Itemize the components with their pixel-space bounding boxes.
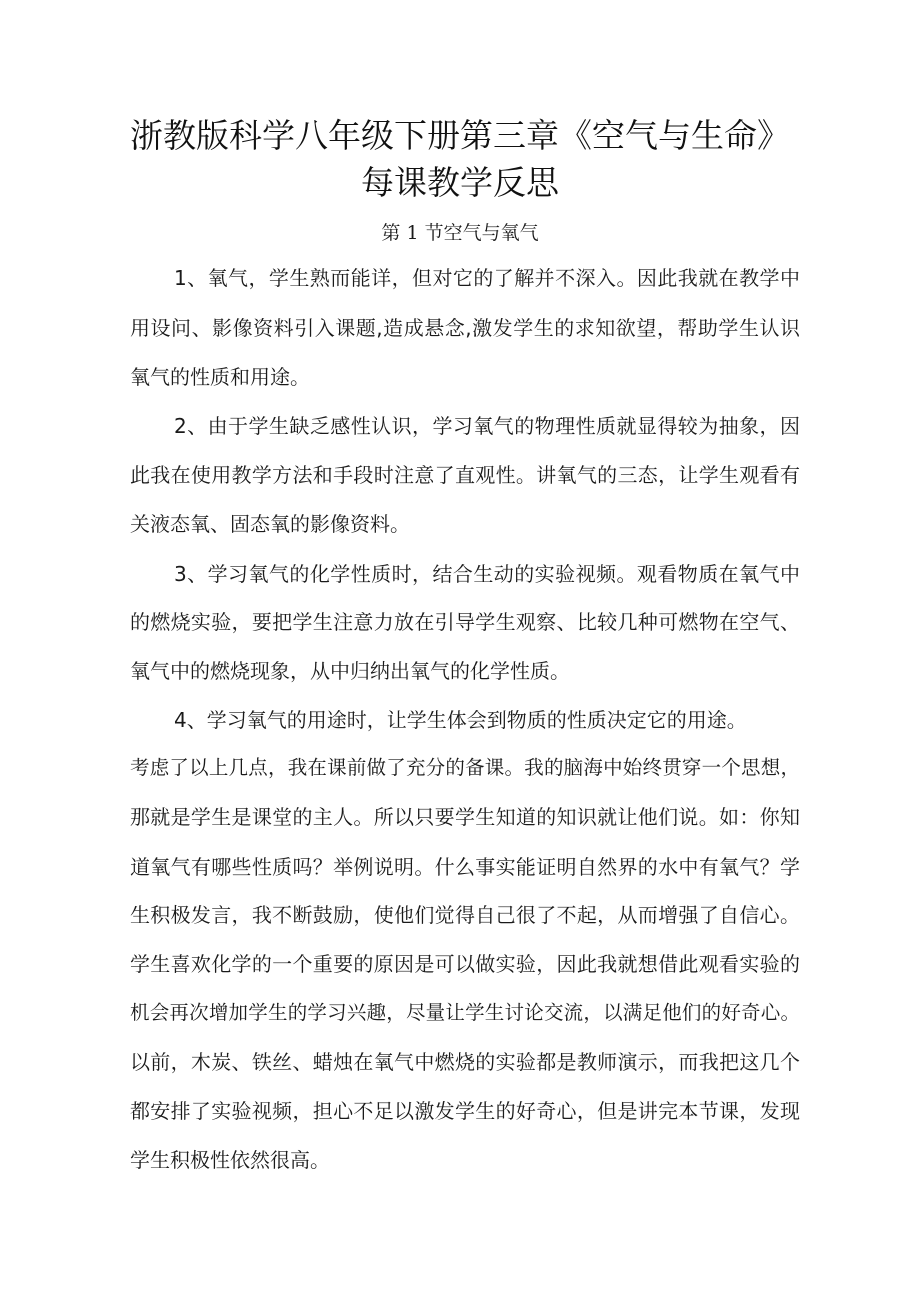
document-title-line-1: 浙教版科学八年级下册第三章《空气与生命》 xyxy=(130,116,790,155)
paragraph-line: 机会再次增加学生的学习兴趣，尽量让学生讨论交流，以满足他们的好奇心。 xyxy=(130,1001,800,1024)
section-title: 第 1 节空气与氧气 xyxy=(381,222,539,244)
paragraph-line: 4、学习氧气的用途时，让学生体会到物质的性质决定它的用途。 xyxy=(174,708,747,732)
paragraph-line: 关液态氧、固态氧的影像资料。 xyxy=(130,512,410,536)
paragraph-line: 学生喜欢化学的一个重要的原因是可以做实验，因此我就想借此观看实验的 xyxy=(130,952,800,976)
paragraph-line: 氧气中的燃烧现象，从中归纳出氧气的化学性质。 xyxy=(130,659,570,683)
paragraph-line: 1、氧气，学生熟而能详，但对它的了解并不深入。因此我就在教学中 xyxy=(174,266,800,290)
paragraph-line: 学生积极性依然很高。 xyxy=(130,1148,330,1172)
paragraph-line: 用设问、影像资料引入课题,造成悬念,激发学生的求知欲望，帮助学生认识 xyxy=(130,316,800,340)
paragraph-line: 考虑了以上几点，我在课前做了充分的备课。我的脑海中始终贯穿一个思想， xyxy=(130,756,800,779)
paragraph-line: 氧气的性质和用途。 xyxy=(130,365,310,389)
paragraph-line: 以前，木炭、铁丝、蜡烛在氧气中燃烧的实验都是教师演示，而我把这几个 xyxy=(130,1050,800,1074)
paragraph-line: 的燃烧实验，要把学生注意力放在引导学生观察、比较几种可燃物在空气、 xyxy=(130,610,800,634)
paragraph-line: 那就是学生是课堂的主人。所以只要学生知道的知识就让他们说。如：你知 xyxy=(130,805,800,829)
paragraph-line: 此我在使用教学方法和手段时注意了直观性。讲氧气的三态，让学生观看有 xyxy=(130,463,800,487)
document-title-line-2: 每课教学反思 xyxy=(361,163,559,202)
paragraph-line: 2、由于学生缺乏感性认识，学习氧气的物理性质就显得较为抽象，因 xyxy=(174,414,800,438)
paragraph-line: 3、学习氧气的化学性质时，结合生动的实验视频。观看物质在氧气中 xyxy=(174,562,800,586)
paragraph-line: 道氧气有哪些性质吗？举例说明。什么事实能证明自然界的水中有氧气？学 xyxy=(130,855,800,879)
paragraph-line: 生积极发言，我不断鼓励，使他们觉得自己很了不起，从而增强了自信心。 xyxy=(130,903,800,927)
paragraph-line: 都安排了实验视频，担心不足以激发学生的好奇心，但是讲完本节课，发现 xyxy=(130,1099,800,1123)
